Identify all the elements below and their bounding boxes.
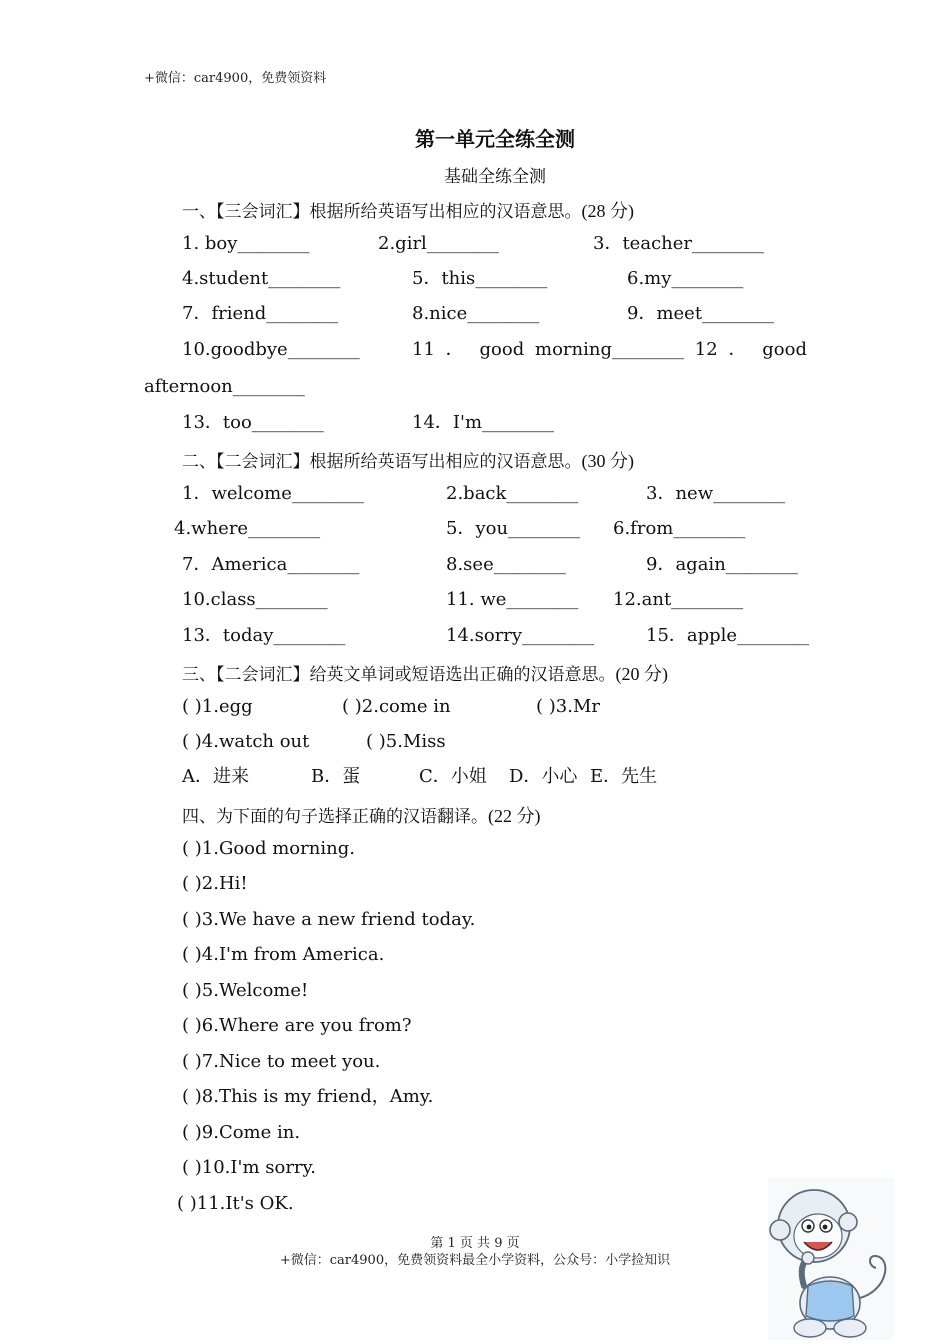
list-item: ( )10.I'm sorry. <box>182 1157 317 1178</box>
list-item: ( )2.Hi! <box>182 873 248 894</box>
list-item: ( )1.Good morning. <box>182 838 355 859</box>
monkey-mascot-icon <box>768 1178 894 1340</box>
section-1-heading-text: 一、【三会词汇】根据所给英语写出相应的汉语意思。 <box>182 202 582 222</box>
section-2-points: (30 分) <box>581 451 634 471</box>
list-item: ( )4.I'm from America. <box>182 944 385 965</box>
list-item: 3．teacher________ <box>593 233 764 254</box>
list-item: 14．I'm________ <box>412 412 555 433</box>
option-e: E．先生 <box>590 766 658 787</box>
list-item: ( )7.Nice to meet you. <box>182 1051 381 1072</box>
list-item: 7．America________ <box>182 554 360 575</box>
list-item: 13．today________ <box>182 625 346 646</box>
list-item: 7．friend________ <box>182 303 339 324</box>
list-item: 5．this________ <box>412 268 548 289</box>
list-item: 6.from________ <box>613 518 746 539</box>
list-item: 8.see________ <box>446 554 566 575</box>
list-item: 10.goodbye________ <box>182 339 360 360</box>
list-item: 9．meet________ <box>627 303 775 324</box>
option-a: A．进来 <box>182 766 249 787</box>
footer-note: +微信：car4900，免费领资料最全小学资料，公众号：小学捡知识 <box>279 1253 671 1268</box>
page-subtitle: 基础全练全测 <box>444 167 546 187</box>
section-1-points: (28 分) <box>581 201 634 221</box>
list-item: 1．welcome________ <box>182 483 364 504</box>
list-item: 6.my________ <box>627 268 744 289</box>
list-item: ( )11.It's OK. <box>177 1193 294 1214</box>
list-item: 12.ant________ <box>613 589 744 610</box>
header-note: +微信：car4900，免费领资料 <box>144 71 327 86</box>
list-item: ( )2.come in <box>342 696 451 717</box>
list-item: ( )5.Welcome! <box>182 980 309 1001</box>
page-number: 第 1 页 共 9 页 <box>430 1236 520 1251</box>
list-item: 15．apple________ <box>646 625 810 646</box>
list-item: ( )3.Mr <box>536 696 600 717</box>
section-1-heading <box>182 197 634 223</box>
option-c: C．小姐 <box>419 766 487 787</box>
list-item: 14.sorry________ <box>446 625 595 646</box>
section-2-heading-text: 二、【二会词汇】根据所给英语写出相应的汉语意思。 <box>182 452 582 472</box>
list-item: ( )5.Miss <box>366 731 446 752</box>
list-item: ( )1.egg <box>182 696 253 717</box>
section-4-heading-text: 四、为下面的句子选择正确的汉语翻译。 <box>182 807 488 827</box>
list-item: 8.nice________ <box>412 303 540 324</box>
list-item: afternoon________ <box>144 376 305 397</box>
section-3-points: (20 分) <box>615 664 668 684</box>
section-4-points: (22 分) <box>488 806 541 826</box>
list-item: ( )9.Come in. <box>182 1122 301 1143</box>
list-item: ( )6.Where are you from? <box>182 1015 412 1036</box>
list-item: ( )4.watch out <box>182 731 310 752</box>
page-title: 第一单元全练全测 <box>415 127 575 151</box>
option-b: B．蛋 <box>311 766 361 787</box>
section-3-heading <box>182 660 668 686</box>
list-item: 4.student________ <box>182 268 341 289</box>
section-3-heading-text: 三、【二会词汇】给英文单词或短语选出正确的汉语意思。 <box>182 665 616 685</box>
list-item: 2.girl________ <box>378 233 499 254</box>
list-item: ( )3.We have a new friend today. <box>182 909 476 930</box>
list-item: 13．too________ <box>182 412 324 433</box>
list-item: 4.where________ <box>174 518 321 539</box>
list-item: 1. boy________ <box>182 233 310 254</box>
list-item: 11. we________ <box>446 589 579 610</box>
list-item: 3．new________ <box>646 483 786 504</box>
list-item: 5．you________ <box>446 518 581 539</box>
option-d: D．小心 <box>509 766 578 787</box>
list-item: 10.class________ <box>182 589 328 610</box>
section-4-heading <box>182 802 541 828</box>
list-item: 11 ． good morning________ 12 ． good <box>412 339 807 360</box>
section-2-heading <box>182 447 634 473</box>
list-item: 9．again________ <box>646 554 798 575</box>
list-item: ( )8.This is my friend，Amy. <box>182 1086 434 1107</box>
list-item: 2.back________ <box>446 483 579 504</box>
